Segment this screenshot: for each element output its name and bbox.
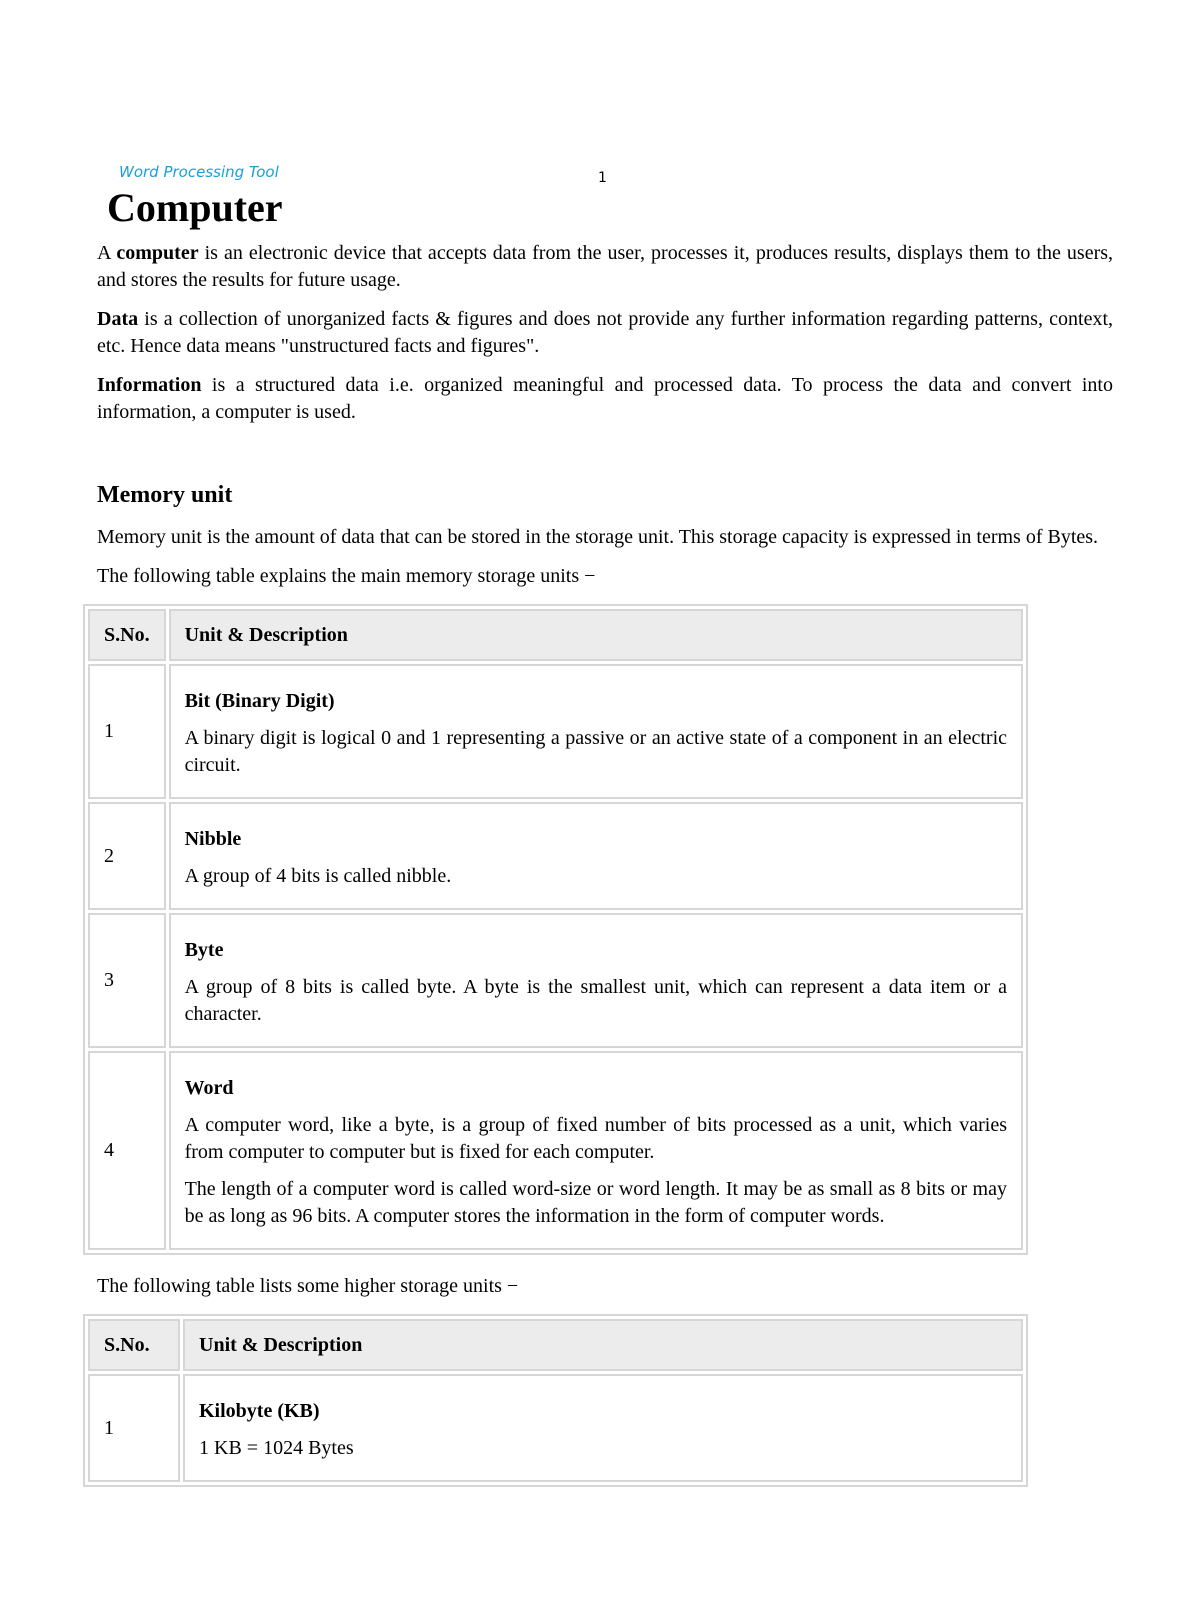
- page-number: 1: [598, 170, 607, 186]
- intro-paragraph-information: [97, 372, 1113, 426]
- unit-name: Bit (Binary Digit): [184, 690, 335, 712]
- document-body: [97, 240, 1113, 1487]
- memory-unit-description: Memory unit is the amount of data that can be stored in the storage unit. This storage capacity is expressed in terms of Bytes.: [97, 526, 1099, 548]
- main-storage-units-table: [83, 604, 1028, 1255]
- unit-description-text: A group of 4 bits is called nibble.: [184, 865, 452, 887]
- table-row: [88, 913, 1023, 1048]
- unit-description-text: The length of a computer word is called word-size or word length. It may be as small as 8 bits or may be as long as 96 bits. A computer stores the information in the form of computer words.: [184, 1178, 1007, 1227]
- intro-term: Data: [97, 308, 139, 330]
- unit-name: Nibble: [184, 828, 242, 850]
- unit-name: Word: [184, 1077, 234, 1099]
- page-title: Computer: [107, 185, 283, 230]
- unit-description-text: A binary digit is logical 0 and 1 representing a passive or an active state of a component in an electric circuit.: [184, 727, 1007, 776]
- unit-name: Byte: [184, 939, 224, 961]
- table1-lead: The following table explains the main memory storage units −: [97, 565, 596, 587]
- unit-description-text: 1 KB = 1024 Bytes: [199, 1437, 354, 1459]
- row-serial-number: 4: [88, 1051, 166, 1250]
- table-header-row: [88, 1319, 1023, 1371]
- header-tool-label: Word Processing Tool: [119, 163, 279, 181]
- intro-term: Information: [97, 374, 202, 396]
- table-row: [88, 1374, 1023, 1482]
- row-serial-number: 1: [88, 664, 166, 799]
- row-serial-number: 2: [88, 802, 166, 910]
- intro-text: is an electronic device that accepts data from the user, processes it, produces results, displays them to the users, and stores the results for future usage.: [97, 242, 1114, 291]
- row-serial-number: 3: [88, 913, 166, 1048]
- column-header-sno: S.No.: [88, 609, 166, 661]
- table-row: [88, 802, 1023, 910]
- intro-paragraph-computer: [97, 240, 1113, 294]
- intro-text: is a structured data i.e. organized meaningful and processed data. To process the data and convert into information, a computer is used.: [97, 374, 1113, 423]
- intro-text: is a collection of unorganized facts & figures and does not provide any further information regarding patterns, context, etc. Hence data means "unstructured facts and figures".: [97, 308, 1113, 357]
- table-row: [88, 1051, 1023, 1250]
- table-row: [88, 664, 1023, 799]
- row-serial-number: 1: [88, 1374, 180, 1482]
- higher-storage-units-table: [83, 1314, 1028, 1487]
- intro-paragraph-data: [97, 306, 1113, 360]
- unit-description-text: A group of 8 bits is called byte. A byte is the smallest unit, which can represent a data item or a character.: [184, 976, 1007, 1025]
- intro-term: computer: [116, 242, 199, 264]
- row-unit-description: [169, 664, 1023, 799]
- table-header-row: [88, 609, 1023, 661]
- row-unit-description: [183, 1374, 1023, 1482]
- column-header-unit: Unit & Description: [183, 1319, 1023, 1371]
- column-header-unit: Unit & Description: [169, 609, 1023, 661]
- table2-lead: The following table lists some higher storage units −: [97, 1275, 519, 1297]
- intro-prefix: A: [97, 242, 117, 264]
- row-unit-description: [169, 913, 1023, 1048]
- unit-name: Kilobyte (KB): [199, 1400, 320, 1422]
- memory-unit-heading: Memory unit: [97, 482, 233, 508]
- row-unit-description: [169, 1051, 1023, 1250]
- row-unit-description: [169, 802, 1023, 910]
- unit-description-text: A computer word, like a byte, is a group of fixed number of bits processed as a unit, which varies from computer to computer but is fixed for each computer.: [184, 1114, 1007, 1163]
- column-header-sno: S.No.: [88, 1319, 180, 1371]
